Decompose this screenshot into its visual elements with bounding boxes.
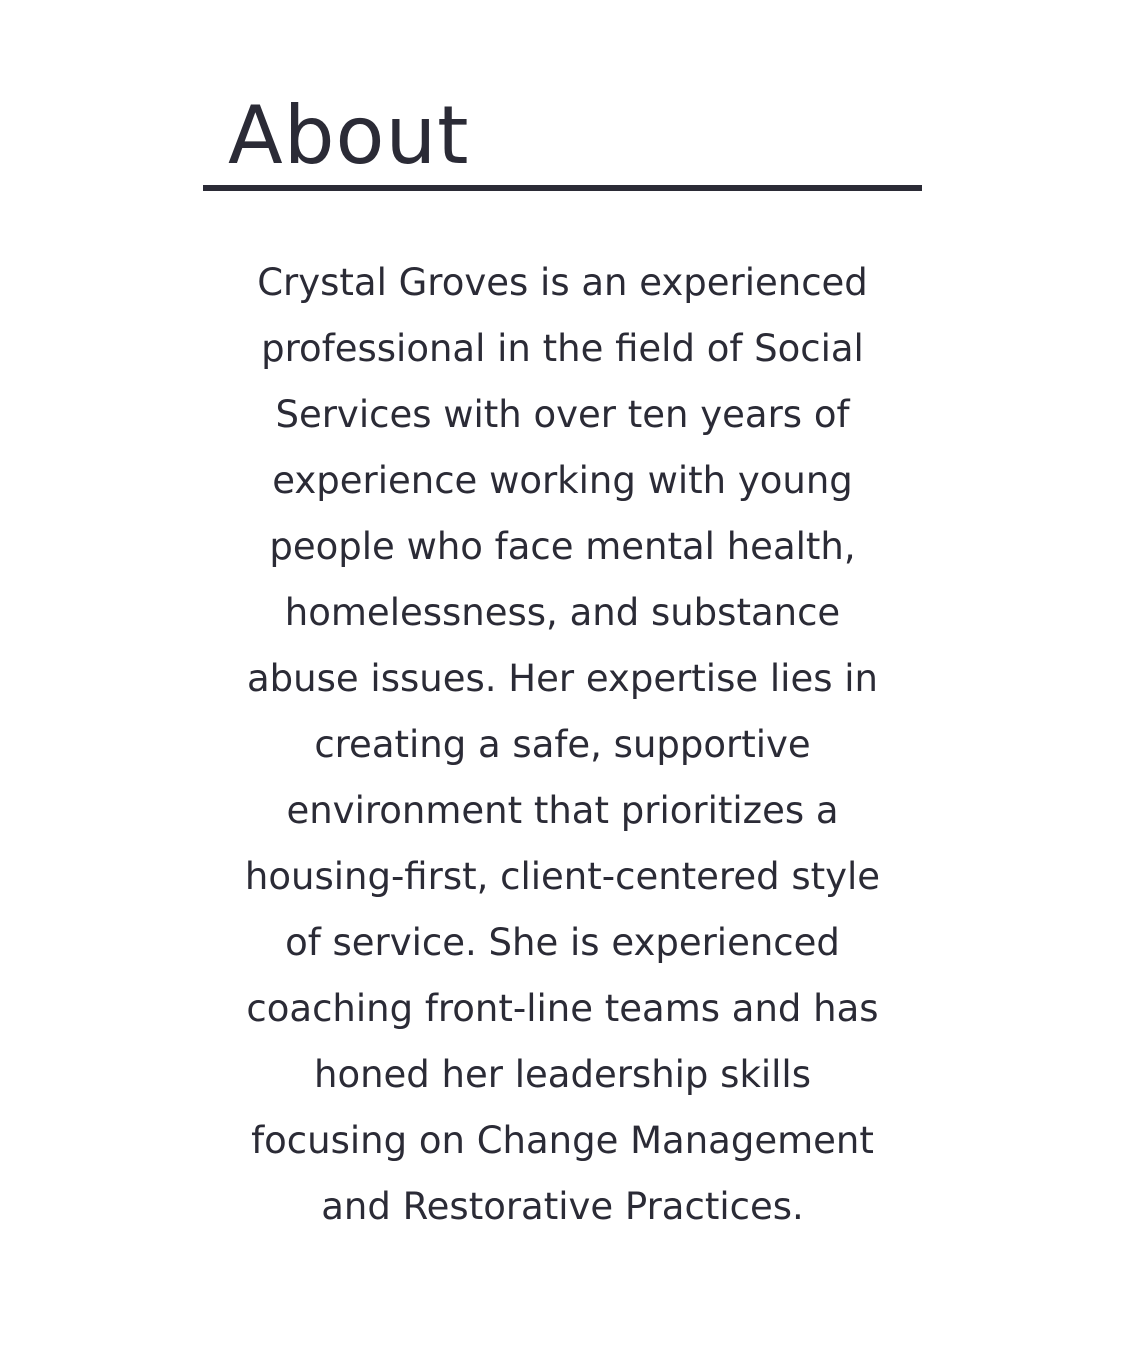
about-heading: About bbox=[228, 89, 470, 182]
heading-divider bbox=[203, 185, 922, 191]
bio-line: professional in the field of Social bbox=[261, 327, 864, 370]
bio-line: people who face mental health, bbox=[269, 525, 856, 568]
bio-line: experience working with young bbox=[272, 459, 853, 502]
bio-line: abuse issues. Her expertise lies in bbox=[247, 657, 878, 700]
bio-line: Crystal Groves is an experienced bbox=[257, 261, 868, 304]
bio-line: focusing on Change Management bbox=[251, 1119, 874, 1162]
bio-line: creating a safe, supportive bbox=[314, 723, 811, 766]
bio-line: coaching front-line teams and has bbox=[246, 987, 879, 1030]
bio-line: honed her leadership skills bbox=[314, 1053, 811, 1096]
bio-line: of service. She is experienced bbox=[285, 921, 840, 964]
bio-line: homelessness, and substance bbox=[284, 591, 841, 634]
bio-line: and Restorative Practices. bbox=[321, 1185, 804, 1228]
bio-line: Services with over ten years of bbox=[275, 393, 850, 436]
bio-line: environment that prioritizes a bbox=[286, 789, 839, 832]
bio-line: housing-first, client-centered style bbox=[244, 855, 881, 898]
about-bio bbox=[203, 250, 922, 1240]
